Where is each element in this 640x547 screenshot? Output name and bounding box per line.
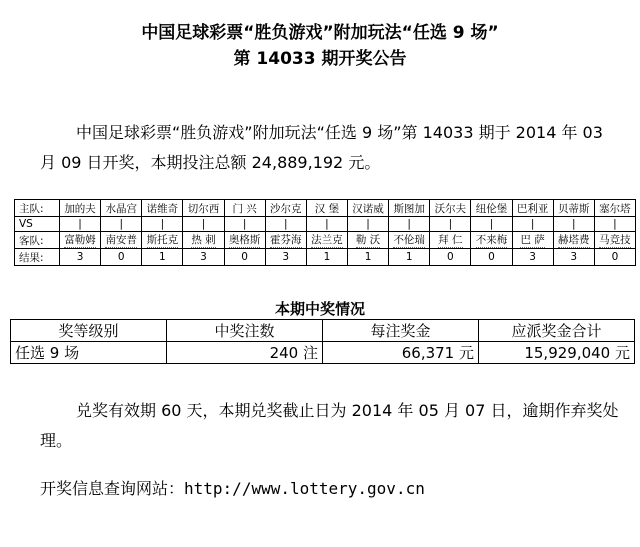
away-team: 南安普 <box>101 232 142 249</box>
result-row <box>15 249 636 266</box>
vs-mark: | <box>430 217 471 232</box>
vs-mark: | <box>512 217 553 232</box>
match-result: 1 <box>389 249 430 266</box>
prize-level: 任选 9 场 <box>11 342 167 364</box>
home-team: 汉 堡 <box>306 200 347 217</box>
away-team: 热 刺 <box>183 232 224 249</box>
prize-section-title: 本期中奖情况 <box>274 300 365 318</box>
match-result: 1 <box>142 249 183 266</box>
prize-per-ticket: 66,371 元 <box>323 342 479 364</box>
match-result: 3 <box>183 249 224 266</box>
match-result: 0 <box>471 249 512 266</box>
prize-row <box>11 342 635 364</box>
prize-table <box>10 319 635 364</box>
prize-header-row <box>11 320 635 342</box>
away-team: 马竞技 <box>594 232 635 249</box>
vs-mark: | <box>471 217 512 232</box>
match-result: 3 <box>265 249 306 266</box>
away-team: 不来梅 <box>471 232 512 249</box>
away-team: 斯托克 <box>142 232 183 249</box>
match-result: 0 <box>224 249 265 266</box>
away-team: 奥格斯 <box>224 232 265 249</box>
match-result: 3 <box>512 249 553 266</box>
away-team: 拜 仁 <box>430 232 471 249</box>
prize-total: 15,929,040 元 <box>479 342 635 364</box>
vs-mark: | <box>553 217 594 232</box>
home-team: 巴利亚 <box>512 200 553 217</box>
home-team: 斯图加 <box>389 200 430 217</box>
vs-mark: | <box>594 217 635 232</box>
vs-mark: | <box>224 217 265 232</box>
prize-header: 中奖注数 <box>167 320 323 342</box>
vs-mark: | <box>183 217 224 232</box>
home-team: 切尔西 <box>183 200 224 217</box>
winner-count: 240 注 <box>167 342 323 364</box>
vs-mark: | <box>60 217 101 232</box>
match-result: 1 <box>347 249 388 266</box>
home-team: 塞尔塔 <box>594 200 635 217</box>
away-row <box>15 232 636 249</box>
match-result: 1 <box>306 249 347 266</box>
home-team: 沃尔夫 <box>430 200 471 217</box>
away-team: 霍芬海 <box>265 232 306 249</box>
home-team: 纽伦堡 <box>471 200 512 217</box>
footer-label: 开奖信息查询网站： <box>40 479 185 498</box>
home-team: 水晶宫 <box>101 200 142 217</box>
match-result: 0 <box>101 249 142 266</box>
intro-paragraph: 中国足球彩票“胜负游戏”附加玩法“任选 9 场”第 14033 期于 2014 年 03 月 09 日开奖，本期投注总额 24,889,192 元。 <box>40 123 603 172</box>
vs-mark: | <box>101 217 142 232</box>
away-team: 不伦瑞 <box>389 232 430 249</box>
claim-notice: 兑奖有效期 60 天，本期兑奖截止日为 2014 年 05 月 07 日，逾期作弃奖处理。 <box>40 401 619 450</box>
home-team: 门 兴 <box>224 200 265 217</box>
vs-mark: | <box>306 217 347 232</box>
home-team: 加的夫 <box>60 200 101 217</box>
away-team: 富勒姆 <box>60 232 101 249</box>
home-team: 贝蒂斯 <box>553 200 594 217</box>
vs-mark: | <box>389 217 430 232</box>
home-team: 沙尔克 <box>265 200 306 217</box>
vs-mark: | <box>347 217 388 232</box>
result-label: 结果: <box>15 249 60 266</box>
match-result: 0 <box>430 249 471 266</box>
match-result: 3 <box>60 249 101 266</box>
home-label: 主队: <box>15 200 60 217</box>
prize-header: 奖等级别 <box>11 320 167 342</box>
vs-row <box>15 217 636 232</box>
prize-header: 应派奖金合计 <box>479 320 635 342</box>
prize-header: 每注奖金 <box>323 320 479 342</box>
vs-mark: | <box>142 217 183 232</box>
page-title-line2: 第 14033 期开奖公告 <box>233 49 407 69</box>
home-team: 诺维奇 <box>142 200 183 217</box>
footer-info <box>40 474 620 504</box>
away-team: 勒 沃 <box>347 232 388 249</box>
home-row <box>15 200 636 217</box>
away-label: 客队: <box>15 232 60 249</box>
page-title-line1: 中国足球彩票“胜负游戏”附加玩法“任选 9 场” <box>141 23 499 43</box>
match-table <box>14 199 636 266</box>
away-team: 赫塔费 <box>553 232 594 249</box>
vs-mark: | <box>265 217 306 232</box>
away-team: 法兰克 <box>306 232 347 249</box>
vs-label: VS <box>15 217 60 232</box>
match-result: 0 <box>594 249 635 266</box>
lottery-website-link[interactable]: http://www.lottery.gov.cn <box>184 479 425 498</box>
match-result: 3 <box>553 249 594 266</box>
away-team: 巴 萨 <box>512 232 553 249</box>
home-team: 汉诺威 <box>347 200 388 217</box>
